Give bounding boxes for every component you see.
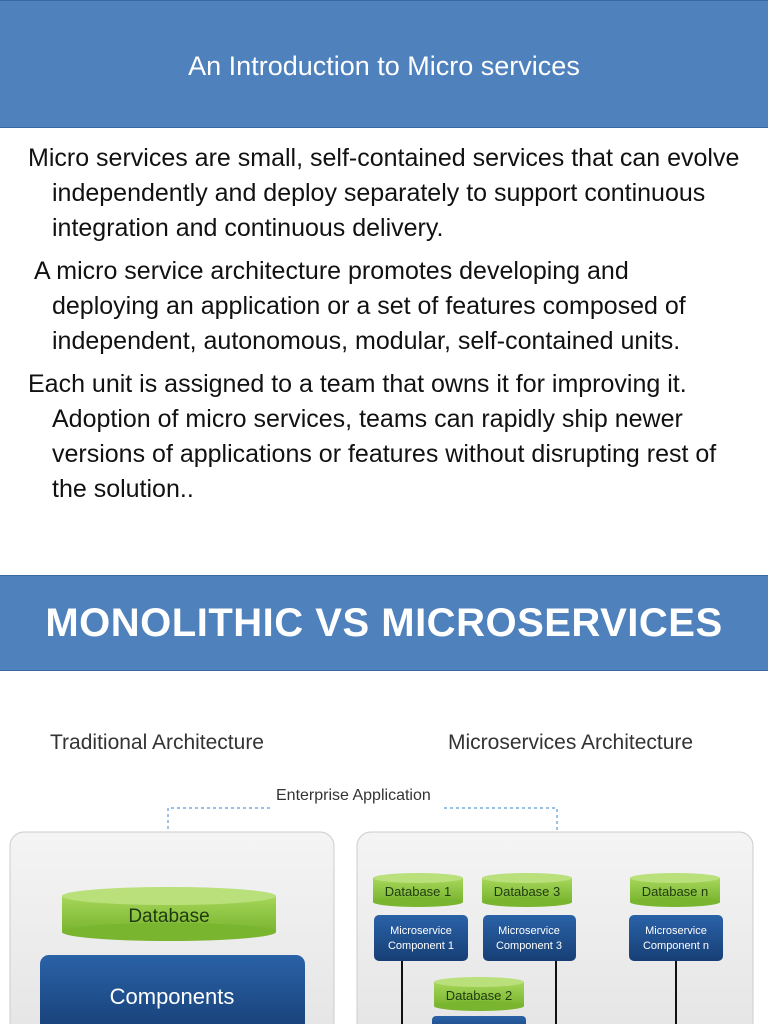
database-3 [482,873,572,907]
microservice-component-n [629,915,723,961]
database-n [630,873,720,907]
component-3-line-2: Component 3 [495,940,563,952]
traditional-database [62,887,276,941]
slide-1-title: An Introduction to Micro services [188,50,580,81]
database-1 [373,873,463,907]
database-n-label: Database n [641,884,709,899]
database-3-label: Database 3 [493,884,561,899]
microservice-component-1 [374,915,468,961]
slide-2-title-bar [0,575,768,671]
paragraph-3: Each unit is assigned to a team that owns it for improving it. Adoption of micro services, teams can rapidly ship newer versions of applications or features without disrupting rest of the solution.. [28,370,717,503]
traditional-architecture-heading: Traditional Architecture [50,731,264,754]
slide-1-body [28,141,740,515]
component-3-line-1: Microservice [498,925,560,937]
component-n-line-2: Component n [642,940,710,952]
diagram-svg [0,672,768,1024]
traditional-database-label: Database [128,906,210,927]
component-n-line-1: Microservice [645,925,707,937]
slide-1-title-bar [0,0,768,128]
database-2 [434,977,524,1011]
microservice-component-2-partial [432,1016,526,1024]
component-1-line-2: Component 1 [387,940,455,952]
enterprise-application-label: Enterprise Application [276,787,431,804]
paragraph-1: Micro services are small, self-contained services that can evolve independently and deploy separately to support continuous integration and continuous delivery. [28,144,740,242]
slide-2-title: MONOLITHIC VS MICROSERVICES [45,600,723,645]
architecture-diagram [0,672,768,1024]
paragraph-2: A micro service architecture promotes developing and deploying an application or a set of features composed of independent, autonomous, modular, self-contained units. [34,257,686,355]
database-2-label: Database 2 [445,988,513,1003]
microservice-component-3 [483,915,576,961]
database-1-label: Database 1 [384,884,452,899]
component-1-line-1: Microservice [390,925,452,937]
microservices-architecture-heading: Microservices Architecture [448,731,694,754]
traditional-components-label: Components [109,984,235,1009]
traditional-components [40,955,305,1024]
